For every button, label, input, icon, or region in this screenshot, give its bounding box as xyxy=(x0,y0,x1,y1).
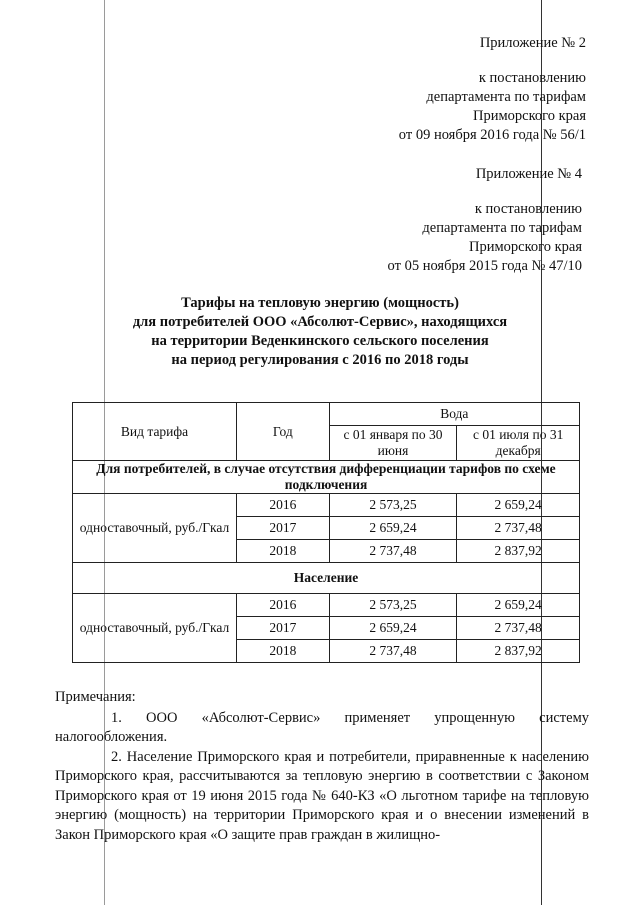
note-2: 2. Население Приморского края и потребители, приравненные к населению Приморского края, рассчитываются за тепловую энергию в соответствии с Законом Приморского края от 19 июня 2015 года № 640-КЗ «О льготном тарифе на тепловую энергию (мощность) на территории Приморского края и о внесении изменений в Закон Приморского края «О защите прав граждан в жилищно- xyxy=(55,748,589,843)
appendix-4-title: Приложение № 4 xyxy=(475,166,582,182)
header-tariff-type: Вид тарифа xyxy=(73,403,237,461)
document-title-line: на период регулирования с 2016 по 2018 годы xyxy=(171,352,469,368)
document-title xyxy=(0,294,640,370)
table-cell-value: 2 737,48 xyxy=(329,640,457,663)
table-cell-value: 2 837,92 xyxy=(457,640,580,663)
header-period-2: с 01 июля по 31 декабря xyxy=(457,426,580,461)
tariff-label: одноставочный, руб./Гкал xyxy=(73,494,237,563)
section-title-consumers: Для потребителей, в случае отсутствия дифференциации тарифов по схеме подключения xyxy=(73,461,580,494)
header-period-1: с 01 января по 30 июня xyxy=(329,426,457,461)
table-cell-year: 2017 xyxy=(237,617,330,640)
table-cell-value: 2 659,24 xyxy=(457,494,580,517)
table-cell-year: 2018 xyxy=(237,540,330,563)
tariff-label: одноставочный, руб./Гкал xyxy=(73,594,237,663)
table-cell-value: 2 837,92 xyxy=(457,540,580,563)
table-cell-value: 2 659,24 xyxy=(329,617,457,640)
table-cell-value: 2 737,48 xyxy=(457,617,580,640)
table-cell-value: 2 659,24 xyxy=(329,517,457,540)
appendix-4-line: Приморского края xyxy=(468,239,582,255)
document-title-line: Тарифы на тепловую энергию (мощность) xyxy=(181,295,459,311)
document-title-line: для потребителей ООО «Абсолют-Сервис», находящихся xyxy=(132,314,508,330)
table-cell-year: 2016 xyxy=(237,494,330,517)
appendix-4-line: департамента по тарифам xyxy=(422,220,582,236)
table-cell-value: 2 659,24 xyxy=(457,594,580,617)
appendix-4-block xyxy=(388,165,582,276)
note-1-continuation: налогообложения. xyxy=(55,729,168,745)
header-water: Вода xyxy=(329,403,579,426)
table-cell-value: 2 573,25 xyxy=(329,594,457,617)
appendix-2-line: к постановлению xyxy=(478,70,586,86)
table-cell-year: 2017 xyxy=(237,517,330,540)
table-cell-year: 2016 xyxy=(237,594,330,617)
tariff-table xyxy=(72,402,580,663)
appendix-4-line: от 05 ноября 2015 года № 47/10 xyxy=(387,258,582,274)
table-cell-value: 2 737,48 xyxy=(457,517,580,540)
header-year: Год xyxy=(237,403,330,461)
table-cell-value: 2 573,25 xyxy=(329,494,457,517)
note-1: 1. ООО «Абсолют-Сервис» применяет упрощенную систему xyxy=(111,709,589,726)
section-title-population: Население xyxy=(73,563,580,594)
notes-heading: Примечания: xyxy=(55,689,136,705)
appendix-2-line: Приморского края xyxy=(472,108,586,124)
appendix-2-line: департамента по тарифам xyxy=(426,89,586,105)
table-cell-year: 2018 xyxy=(237,640,330,663)
appendix-2-block xyxy=(399,34,586,145)
appendix-4-line: к постановлению xyxy=(474,201,582,217)
table-cell-value: 2 737,48 xyxy=(329,540,457,563)
appendix-2-line: от 09 ноября 2016 года № 56/1 xyxy=(398,127,586,143)
document-title-line: на территории Веденкинского сельского поселения xyxy=(151,333,489,349)
appendix-2-title: Приложение № 2 xyxy=(479,35,586,51)
notes-block xyxy=(55,688,589,845)
